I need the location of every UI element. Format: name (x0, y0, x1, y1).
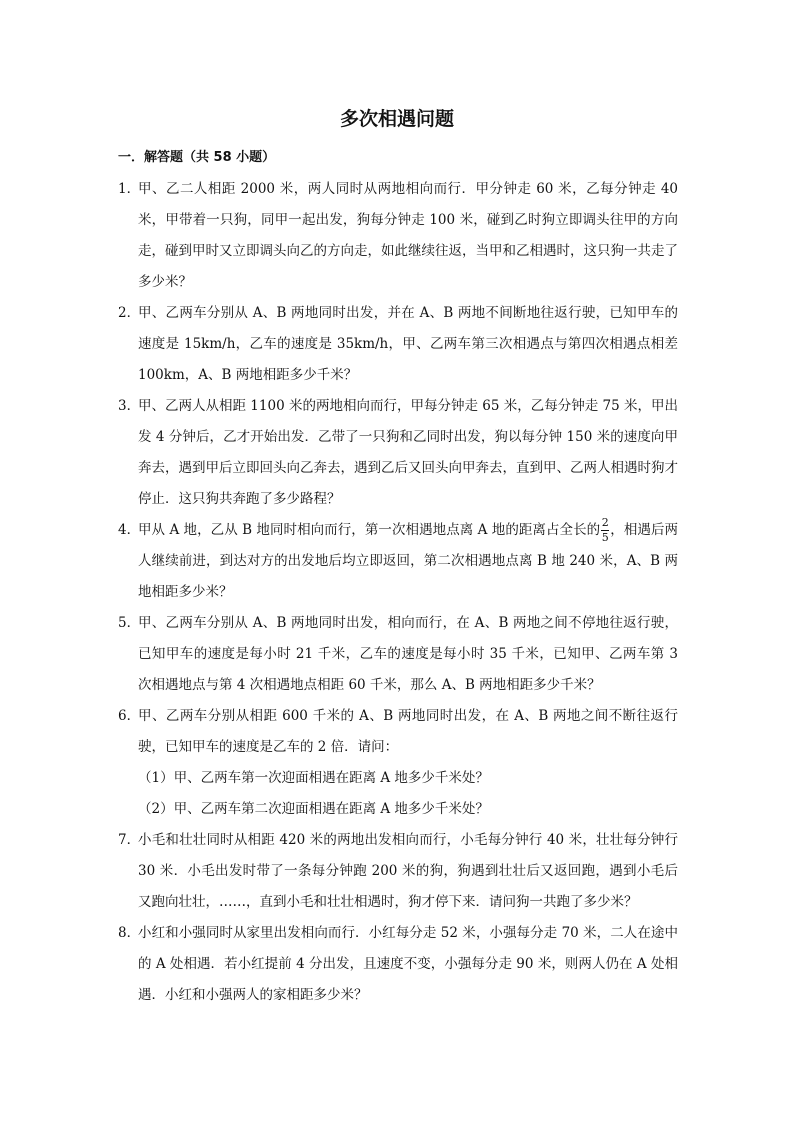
question-text-part-b: ，相遇后两人继续前进，到达对方的出发地后均立即返回，第二次相遇地点离 B 地 240 米，A、B 两地相距多少米？ (138, 522, 679, 600)
question-text (138, 515, 678, 608)
sub-question-2: （2）甲、乙两车第二次迎面相遇在距离 A 地多少千米处？ (138, 801, 489, 817)
fraction-denominator: 5 (601, 531, 609, 544)
question-text: 甲、乙二人相距 2000 米，两人同时从两地相向而行．甲分钟走 60 米，乙每分钟走 40 米，甲带着一只狗，同甲一起出发，狗每分钟走 100 米，碰到乙时狗立即调头往甲的方向走，碰到甲时又立即调头向乙的方向走，如此继续往返，当甲和乙相遇时，这只狗一共走了多少米？ (138, 181, 678, 290)
question-6 (118, 701, 678, 763)
question-text-part-a: 甲从 A 地，乙从 B 地同时相向而行，第一次相遇地点离 A 地的距离占全长的 (138, 522, 601, 538)
question-number: 4． (118, 522, 141, 538)
question-number: 1． (118, 181, 141, 197)
question-2 (118, 298, 678, 391)
sub-question-1: （1）甲、乙两车第一次迎面相遇在距离 A 地多少千米处？ (138, 770, 489, 786)
question-number: 7． (118, 832, 141, 848)
fraction (601, 517, 609, 544)
section-heading: 一．解答题（共 58 小题） (118, 150, 276, 165)
question-list (118, 174, 678, 1011)
question-text: 小红和小强同时从家里出发相向而行．小红每分走 52 米，小强每分走 70 米，二人在途中的 A 处相遇．若小红提前 4 分出发，且速度不变，小强每分走 90 米，则两人仍在 A 处相遇．小红和小强两人的家相距多少米？ (138, 925, 678, 1003)
question-4 (118, 515, 678, 608)
question-text: 甲、乙两车分别从 A、B 两地同时出发，并在 A、B 两地不间断地往返行驶，已知甲车的速度是 15km/h，乙车的速度是 35km/h，甲、乙两车第三次相遇点与第四次相遇点相差 100km，A、B 两地相距多少千米？ (138, 305, 678, 383)
question-text: 甲、乙两车分别从 A、B 两地同时出发，相向而行，在 A、B 两地之间不停地往返行驶，已知甲车的速度是每小时 21 千米，乙车的速度是每小时 35 千米，已知甲、乙两车第 3 次相遇地点与第 4 次相遇地点相距 60 千米，那么 A、B 两地相距多少千米？ (138, 615, 678, 693)
question-number: 6． (118, 708, 141, 724)
page-title: 多次相遇问题 (339, 108, 454, 130)
question-main-text: 甲、乙两车分别从相距 600 千米的 A、B 两地同时出发，在 A、B 两地之间不断往返行驶，已知甲车的速度是乙车的 2 倍．请问： (138, 708, 678, 755)
question-text: 甲、乙两人从相距 1100 米的两地相向而行，甲每分钟走 65 米，乙每分钟走 75 米，甲出发 4 分钟后，乙才开始出发．乙带了一只狗和乙同时出发，狗以每分钟 150 米的速度向甲奔去，遇到甲后立即回头向乙奔去，遇到乙后又回头向甲奔去，直到甲、乙两人相遇时狗才停止．这只狗共奔跑了多少路程？ (138, 398, 678, 507)
question-text: 小毛和壮壮同时从相距 420 米的两地出发相向而行，小毛每分钟行 40 米，壮壮每分钟行 30 米．小毛出发时带了一条每分钟跑 200 米的狗，狗遇到壮壮后又返回跑，遇到小毛后又跑向壮壮，……，直到小毛和壮壮相遇时，狗才停下来．请问狗一共跑了多少米？ (138, 832, 678, 910)
question-7 (118, 825, 678, 918)
question-1 (118, 174, 678, 298)
question-number: 2． (118, 305, 141, 321)
question-text (138, 701, 678, 763)
fraction-numerator: 2 (601, 516, 609, 529)
question-number: 8． (118, 925, 141, 941)
question-5 (118, 608, 678, 701)
question-3 (118, 391, 678, 515)
question-8 (118, 918, 678, 1011)
question-number: 5． (118, 615, 141, 631)
question-number: 3． (118, 398, 141, 414)
